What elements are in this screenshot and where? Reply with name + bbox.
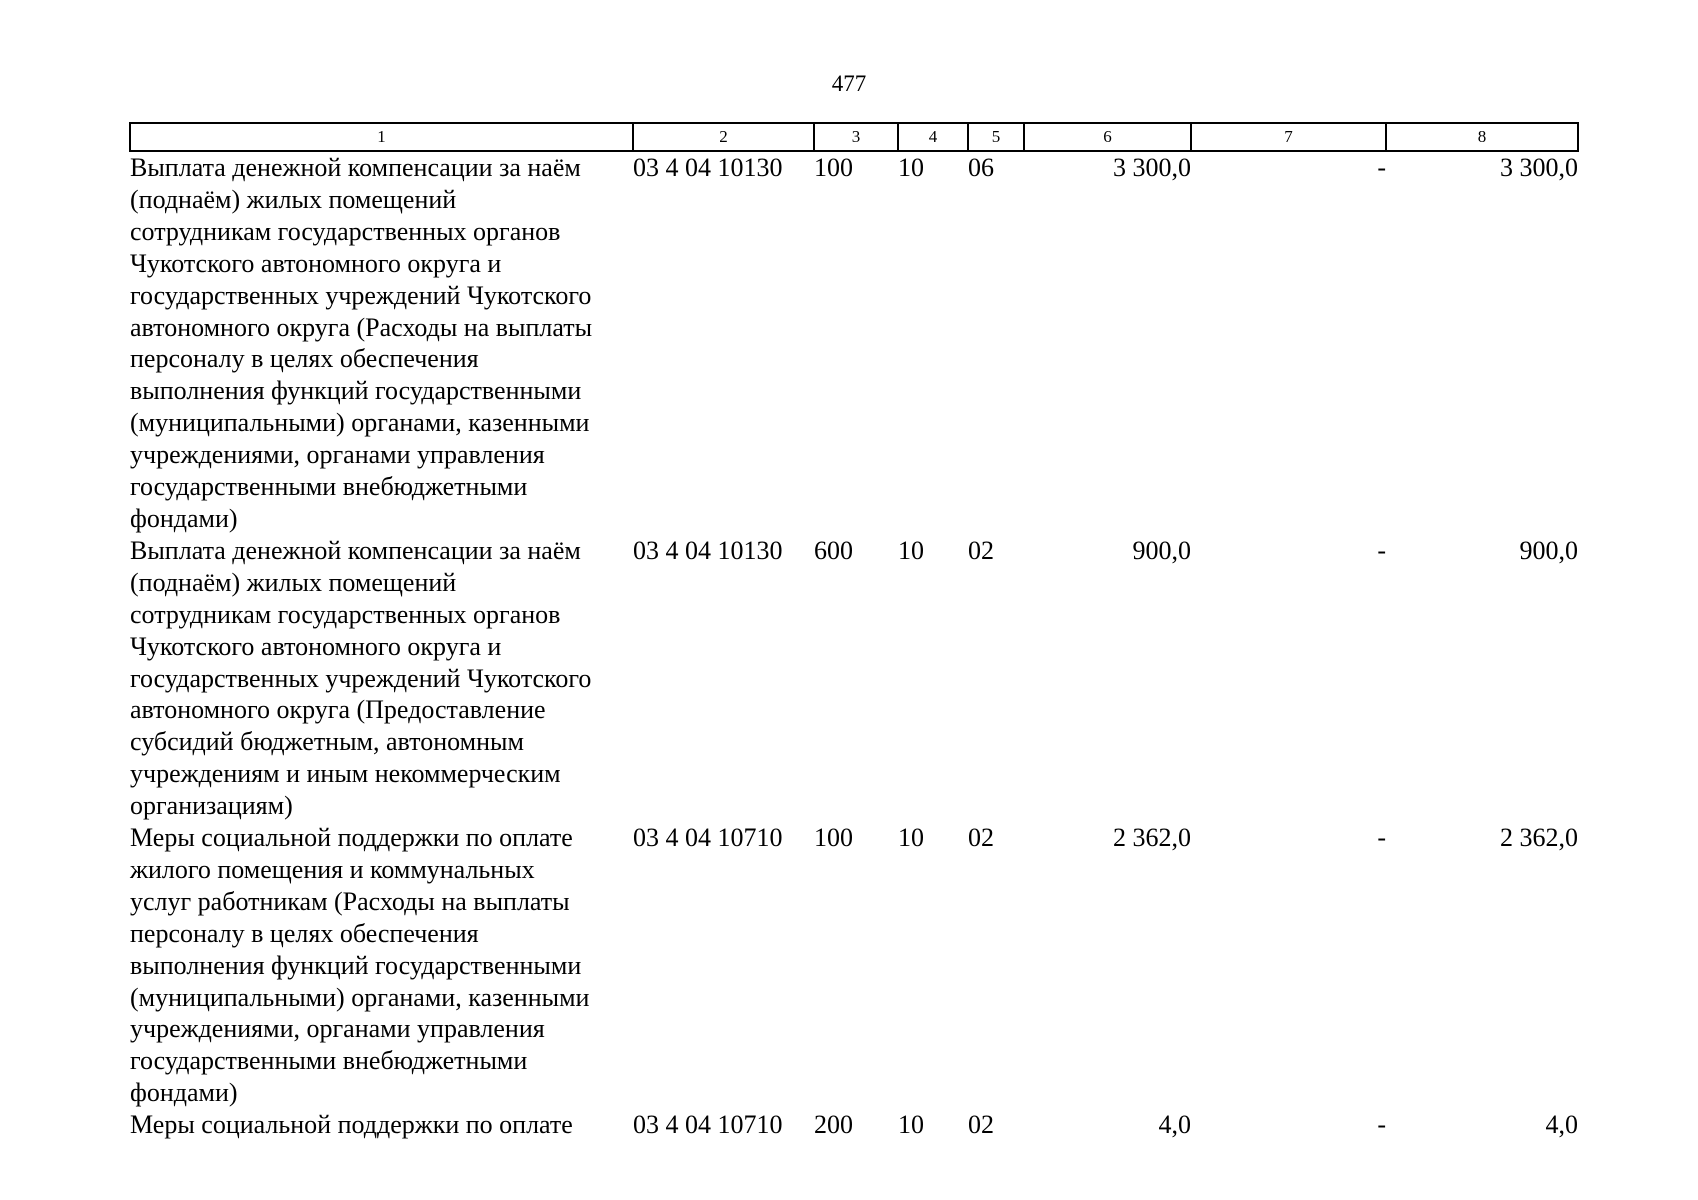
row-name-line: Чукотского автономного округа и: [130, 248, 502, 278]
row-name-line: учреждениями, органами управления: [130, 1014, 545, 1044]
row-vr-cell: 100: [814, 153, 853, 182]
row-code-cell: 03 4 04 10710: [633, 1110, 783, 1140]
row-sum-other-cell: -: [1377, 1110, 1386, 1140]
column-header: 3: [814, 123, 898, 151]
row-name-line: Чукотского автономного округа и: [130, 631, 502, 661]
row-sum-total-cell: 2 362,0: [1113, 823, 1191, 853]
table-row: [130, 1109, 1578, 1141]
row-name-line: субсидий бюджетным, автономным: [130, 727, 524, 757]
row-name-line: фондами): [130, 503, 238, 533]
row-code-cell: 03 4 04 10130: [633, 535, 783, 565]
row-name-line: государственными внебюджетными: [130, 1046, 528, 1076]
row-name-line: автономного округа (Предоставление: [130, 695, 546, 725]
table-row: [130, 151, 1578, 535]
row-name-line: услуг работникам (Расходы на выплаты: [130, 886, 570, 916]
row-sum-other-cell: -: [1377, 535, 1386, 565]
row-rz-cell: 10: [898, 1110, 924, 1140]
row-name-cell: [130, 822, 633, 1109]
row-name-line: сотрудникам государственных органов: [130, 216, 561, 246]
column-header: 5: [968, 123, 1024, 151]
column-header: 1: [130, 123, 633, 151]
row-name-line: государственных учреждений Чукотского: [130, 280, 592, 310]
row-vr-cell: 600: [814, 535, 853, 565]
row-name-line: учреждениям и иным некоммерческим: [130, 759, 561, 789]
table-row: [130, 822, 1578, 1109]
row-name-line: Меры социальной поддержки по оплате: [130, 1110, 573, 1140]
row-name-line: персоналу в целях обеспечения: [130, 344, 479, 374]
row-name-line: (муниципальными) органами, казенными: [130, 982, 590, 1012]
row-rz-cell: 10: [898, 823, 924, 853]
row-sum-other-cell: -: [1377, 153, 1386, 182]
row-name-line: государственными внебюджетными: [130, 472, 528, 502]
row-vr-cell: 100: [814, 823, 853, 853]
row-sum-other-cell: -: [1377, 823, 1386, 853]
row-sum-final-cell: 900,0: [1519, 535, 1578, 565]
row-name-cell: [130, 1109, 633, 1141]
column-header: 8: [1386, 123, 1578, 151]
header-row: [130, 123, 1578, 151]
column-header: 7: [1191, 123, 1386, 151]
row-name-line: Меры социальной поддержки по оплате: [130, 823, 573, 853]
row-pr-cell: 02: [968, 823, 994, 853]
row-name-cell: [130, 535, 633, 822]
row-rz-cell: 10: [898, 153, 924, 182]
row-rz-cell: 10: [898, 535, 924, 565]
budget-table: [129, 122, 1579, 1141]
row-name-line: автономного округа (Расходы на выплаты: [130, 312, 593, 342]
row-name-line: Выплата денежной компенсации за наём: [130, 535, 581, 565]
column-header: 2: [633, 123, 814, 151]
row-name-line: персоналу в целях обеспечения: [130, 918, 479, 948]
row-pr-cell: 06: [968, 153, 994, 182]
row-name-line: Выплата денежной компенсации за наём: [130, 153, 581, 182]
row-name-cell: [130, 151, 633, 535]
row-name-line: государственных учреждений Чукотского: [130, 663, 592, 693]
row-sum-final-cell: 3 300,0: [1500, 153, 1578, 182]
row-code-cell: 03 4 04 10710: [633, 823, 783, 853]
row-sum-final-cell: 4,0: [1545, 1110, 1578, 1140]
row-name-line: фондами): [130, 1078, 238, 1108]
row-name-line: (поднаём) жилых помещений: [130, 184, 457, 214]
row-sum-final-cell: 2 362,0: [1500, 823, 1578, 853]
row-sum-total-cell: 900,0: [1132, 535, 1191, 565]
row-vr-cell: 200: [814, 1110, 853, 1140]
row-code-cell: 03 4 04 10130: [633, 153, 783, 182]
row-name-line: выполнения функций государственными: [130, 950, 582, 980]
row-name-line: сотрудникам государственных органов: [130, 599, 561, 629]
row-pr-cell: 02: [968, 535, 994, 565]
row-name-line: учреждениями, органами управления: [130, 440, 545, 470]
row-sum-total-cell: 3 300,0: [1113, 153, 1191, 182]
row-name-line: (поднаём) жилых помещений: [130, 567, 457, 597]
row-name-line: жилого помещения и коммунальных: [130, 854, 535, 884]
column-header: 4: [898, 123, 968, 151]
row-name-line: организациям): [130, 791, 293, 821]
column-header: 6: [1024, 123, 1191, 151]
row-sum-total-cell: 4,0: [1158, 1110, 1191, 1140]
table-row: [130, 535, 1578, 822]
row-name-line: (муниципальными) органами, казенными: [130, 408, 590, 438]
row-pr-cell: 02: [968, 1110, 994, 1140]
row-name-line: выполнения функций государственными: [130, 376, 582, 406]
page-number: 477: [831, 71, 867, 96]
